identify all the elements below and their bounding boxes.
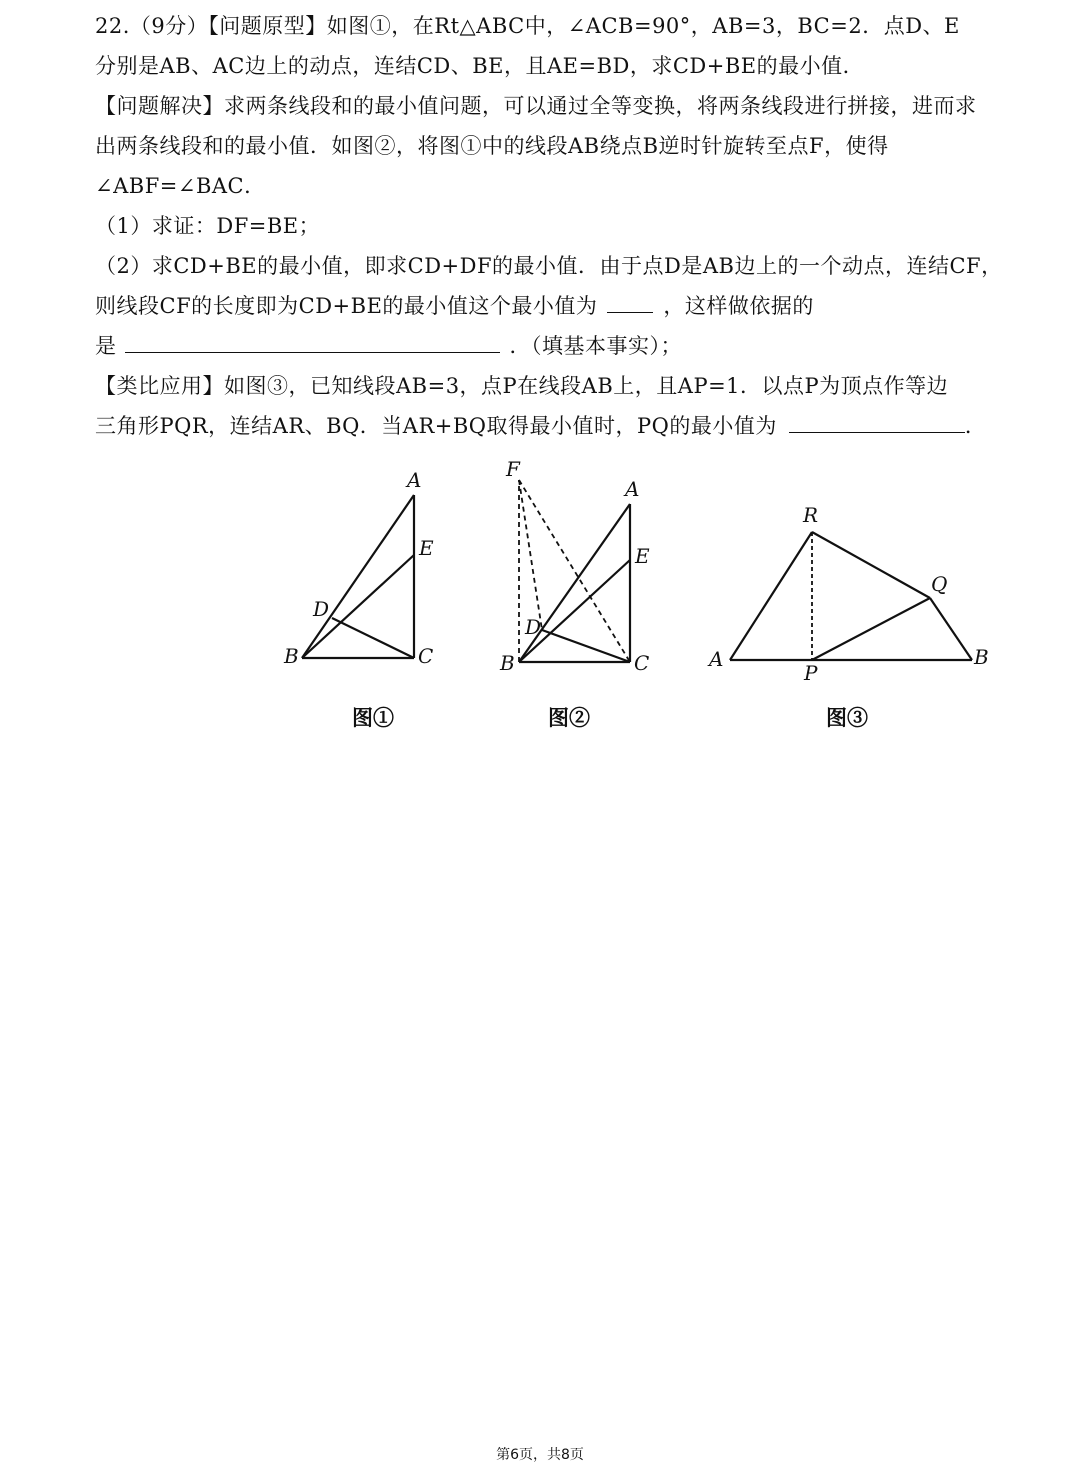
question-line-9-part-b: ．（填基本事实）； <box>509 334 682 358</box>
fig1-label-e: E <box>419 536 434 560</box>
fig1-label-d: D <box>313 597 330 621</box>
fig2-label-a: A <box>625 477 640 501</box>
answer-blank-basic-fact[interactable] <box>125 330 500 353</box>
fig3-label-r: R <box>803 503 819 527</box>
question-line-9-part-a: 是 <box>95 334 117 358</box>
question-line-10: 【类比应用】如图③，已知线段AB=3，点P在线段AB上，且AP=1．以点P为顶点作等边 <box>95 374 949 398</box>
figure-1 <box>302 495 414 658</box>
segment-cd-2 <box>542 630 630 662</box>
segment-cd <box>332 618 414 658</box>
question-line-11 <box>95 406 995 446</box>
question-line-1: 22.（9分）【问题原型】如图①，在Rt△ABC中，∠ACB=90°，AB=3，BC=2．点D、E <box>95 14 960 38</box>
answer-blank-pq-min[interactable] <box>789 410 965 433</box>
segment-be-2 <box>519 560 630 662</box>
segment-df <box>519 480 542 630</box>
fig3-label-a: A <box>709 647 724 671</box>
segment-qp <box>812 598 930 660</box>
fig3-label-p: P <box>804 661 818 685</box>
fig2-label-c: C <box>634 651 650 675</box>
question-line-7: （2）求CD+BE的最小值，即求CD+DF的最小值．由于点D是AB边上的一个动点，连结CF， <box>95 254 1003 278</box>
question-line-5: ∠ABF=∠BAC． <box>95 174 266 198</box>
fig3-label-b: B <box>974 645 989 669</box>
page-footer: 第6页，共8页 <box>496 1447 584 1463</box>
segment-rq <box>812 532 930 598</box>
question-line-8 <box>95 286 995 326</box>
figure-3-caption: 图③ <box>826 705 868 730</box>
segment-ab <box>302 495 414 658</box>
figures-area <box>0 450 1080 750</box>
fig1-label-b: B <box>284 644 299 668</box>
fig1-label-a: A <box>407 468 422 492</box>
segment-qb <box>930 598 972 660</box>
fig2-label-b: B <box>500 651 515 675</box>
fig3-label-q: Q <box>931 572 948 596</box>
question-text <box>95 6 1003 446</box>
question-line-8-part-a: 则线段CF的长度即为CD+BE的最小值这个最小值为 <box>95 294 598 318</box>
question-line-2: 分别是AB、AC边上的动点，连结CD、BE，且AE=BD，求CD+BE的最小值． <box>95 54 865 78</box>
question-line-11-part-a: 三角形PQR，连结AR、BQ．当AR+BQ取得最小值时，PQ的最小值为 <box>95 414 777 438</box>
fig2-label-f: F <box>506 457 520 481</box>
fig1-label-c: C <box>418 644 434 668</box>
figure-2-caption: 图② <box>548 705 590 730</box>
fig2-label-d: D <box>525 615 542 639</box>
segment-ar <box>730 532 812 660</box>
figure-1-caption: 图① <box>352 705 394 730</box>
fig2-label-e: E <box>635 544 650 568</box>
question-line-4: 出两条线段和的最小值．如图②，将图①中的线段AB绕点B逆时针旋转至点F，使得 <box>95 134 889 158</box>
figure-3 <box>730 532 972 660</box>
question-line-3: 【问题解决】求两条线段和的最小值问题，可以通过全等变换，将两条线段进行拼接，进而求 <box>95 94 977 118</box>
question-line-6: （1）求证：DF=BE； <box>95 214 321 238</box>
question-line-11-part-b: ． <box>964 414 987 438</box>
question-line-9 <box>95 326 995 366</box>
question-line-8-part-b: ，这样做依据的 <box>663 294 814 318</box>
answer-blank-min-value[interactable] <box>607 290 653 313</box>
